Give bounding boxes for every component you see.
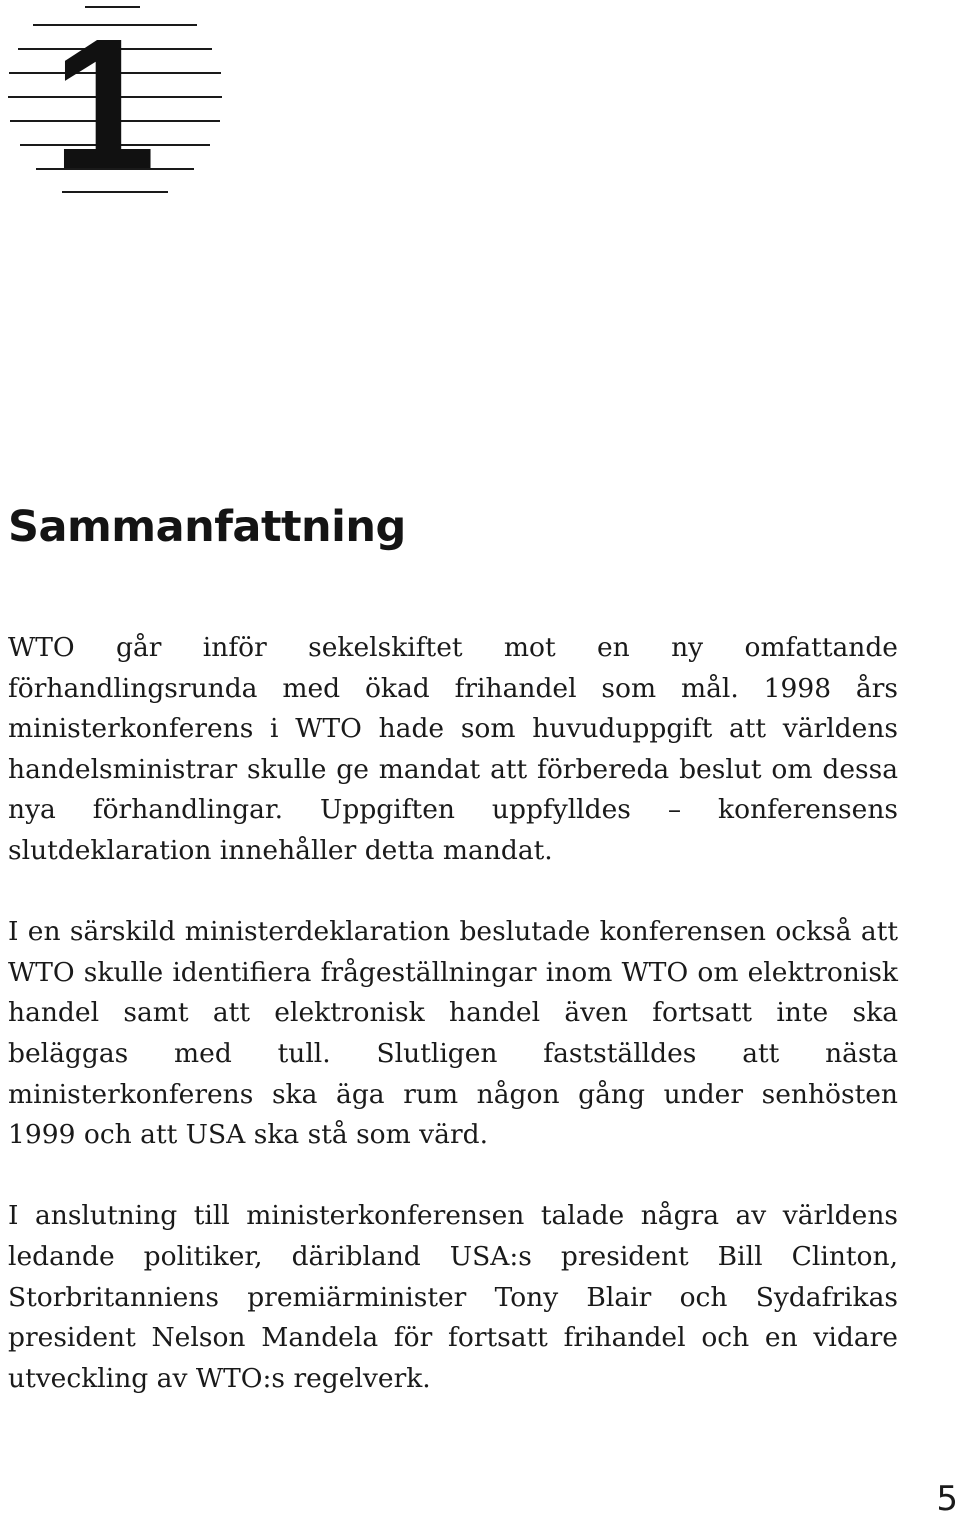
chapter-number: 1 [52, 1, 156, 200]
chapter-emblem-graphic [0, 0, 240, 200]
chapter-emblem [0, 0, 240, 200]
page-number: 5 [936, 1479, 958, 1519]
body-text [8, 628, 898, 1399]
paragraph: WTO går inför sekelskiftet mot en ny omfattande förhandlingsrunda med ökad frihandel som mål. 1998 års ministerkonferens i WTO hade som huvuduppgift att världens handelsministrar skulle ge mandat att förbereda beslut om dessa nya förhandlingar. Uppgiften uppfylldes – konferensens slutdeklaration innehåller detta mandat. [8, 632, 898, 866]
section-heading: Sammanfattning [8, 502, 406, 552]
paragraph: I anslutning till ministerkonferensen talade några av världens ledande politiker, däribland USA:s president Bill Clinton, Storbritanniens premiärminister Tony Blair och Sydafrikas president Nelson Mandela för fortsatt frihandel och en vidare utveckling av WTO:s regelverk. [8, 1200, 898, 1394]
paragraph: I en särskild ministerdeklaration beslutade konferensen också att WTO skulle identifiera frågeställningar inom WTO om elektronisk handel samt att elektronisk handel även fortsatt inte ska beläggas med tull. Slutligen fastställdes att nästa ministerkonferens ska äga rum någon gång under senhösten 1999 och att USA ska stå som värd. [8, 916, 898, 1151]
